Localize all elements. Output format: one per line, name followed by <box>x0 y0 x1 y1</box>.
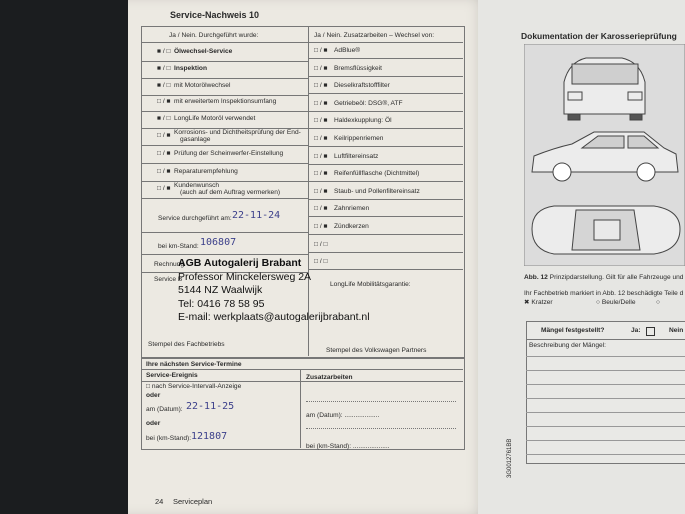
left-row-marks[interactable]: □ / ■ <box>157 185 171 192</box>
oder-2: oder <box>146 420 161 427</box>
left-row-label: Reparaturempfehlung <box>174 168 238 175</box>
stempel-vw: Stempel des Volkswagen Partners <box>326 347 427 354</box>
longlife-label: LongLife Mobilitätsgarantie: <box>330 281 411 288</box>
right-row-marks[interactable]: □ / ■ <box>314 135 328 142</box>
service-berater-label: Service B <box>154 276 183 283</box>
rechnung-label: Rechnung <box>154 261 185 268</box>
car-top-view <box>532 206 680 254</box>
left-row-label: Kundenwunsch <box>174 182 220 189</box>
right-row-marks[interactable]: □ / □ <box>314 240 328 248</box>
left-row-marks[interactable]: ■ / □ <box>157 65 171 72</box>
right-row-label: Zahnriemen <box>334 205 370 213</box>
stamp-line-4: Tel: 0416 78 58 95 <box>178 297 265 310</box>
right-row-label: Dieselkraftstofffilter <box>334 82 390 90</box>
right-row-marks[interactable]: □ / ■ <box>314 187 328 195</box>
defect-line <box>526 356 685 357</box>
next-service-title: Ihre nächsten Service-Termine <box>146 361 242 368</box>
stamp-line-2: Professor Minckelersweg 2A <box>178 270 312 283</box>
stamp-line-1: AGB Autogalerij Brabant <box>178 257 302 269</box>
right-row-label: Luftfiltereinsatz <box>334 152 379 160</box>
next-bei-label: bei (km-Stand): <box>146 435 192 442</box>
service-record-page <box>128 0 490 514</box>
right-row-marks[interactable]: □ / ■ <box>314 82 328 90</box>
right-row-marks[interactable]: □ / ■ <box>314 117 328 125</box>
col-right-header: Ja / Nein. Zusatzarbeiten – Wechsel von: <box>314 32 435 39</box>
page-title: Service-Nachweis 10 <box>170 10 260 20</box>
right-row-label: Keilrippenriemen <box>334 135 384 142</box>
stempel-fachbetrieb: Stempel des Fachbetriebs <box>148 341 225 348</box>
car-diagram <box>524 44 685 266</box>
figure-caption-number: Abb. 12 <box>524 274 548 281</box>
legend-beule: ○ Beule/Delle <box>596 299 636 306</box>
right-page-title: Dokumentation der Karosserieprüfung <box>521 31 677 41</box>
right-row-marks[interactable]: □ / ■ <box>314 170 328 178</box>
left-row-label-cont: (auch auf dem Auftrag vermerken) <box>180 189 281 196</box>
defect-line <box>526 370 685 371</box>
car-rear-view <box>564 58 645 120</box>
right-row-marks[interactable]: □ / ■ <box>314 223 328 230</box>
left-row-marks[interactable]: □ / ■ <box>157 168 171 175</box>
left-row-label: Ölwechsel-Service <box>174 48 233 55</box>
left-row-label: Korrosions- und Dichtheitsprüfung der End- <box>174 129 301 136</box>
zusatz-bei: bei (km-Stand): .................... <box>306 443 390 450</box>
service-date-label: Service durchgeführt am: <box>158 215 232 222</box>
ja-label: Ja: <box>631 327 641 334</box>
next-col-zusatz: Zusatzarbeiten <box>306 374 353 381</box>
left-row-label: mit Motorölwechsel <box>174 82 231 89</box>
next-bei-handwritten: 121807 <box>191 431 228 442</box>
defect-line <box>526 398 685 399</box>
left-row-label: mit erweitertem Inspektionsumfang <box>174 98 277 105</box>
next-interval-option: □ nach Service-Intervall-Anzeige <box>146 383 242 390</box>
col-left-header: Ja / Nein. Durchgeführt wurde: <box>169 32 259 39</box>
defect-line <box>526 384 685 385</box>
right-row-label: AdBlue® <box>334 47 361 54</box>
defect-line <box>526 412 685 413</box>
right-row-marks[interactable]: □ / ■ <box>314 205 328 213</box>
service-date-handwritten: 22-11-24 <box>232 210 281 221</box>
defect-line <box>526 440 685 441</box>
right-row-marks[interactable]: □ / ■ <box>314 152 328 160</box>
km-handwritten: 106807 <box>200 237 237 248</box>
maengel-label: Mängel festgestellt? <box>541 327 605 334</box>
nein-label: Nein <box>669 327 684 334</box>
stamp-line-5: E-mail: werkplaats@autogalerijbrabant.nl <box>178 311 370 323</box>
zusatz-am: am (Datum): ................... <box>306 412 380 419</box>
right-row-marks[interactable]: □ / ■ <box>314 47 328 54</box>
right-row-label: Haldexkupplung: Öl <box>334 117 392 125</box>
left-row-marks[interactable]: ■ / □ <box>157 82 171 89</box>
left-row-marks[interactable]: ■ / □ <box>157 48 171 55</box>
instruction-text: Ihr Fachbetrieb markiert in Abb. 12 beschädigte Teile d <box>524 290 684 297</box>
ja-checkbox[interactable] <box>646 327 655 336</box>
right-row-marks[interactable]: □ / ■ <box>314 64 328 72</box>
right-row-label: Reifenfüllflasche (Dichtmittel) <box>334 170 420 178</box>
footer-label: Serviceplan <box>173 497 213 506</box>
next-am-handwritten: 22-11-25 <box>186 401 235 412</box>
legend-other: ○ <box>656 299 660 306</box>
right-row-label: Zündkerzen <box>334 223 369 230</box>
figure-caption: Prinzipdarstellung. Gilt für alle Fahrzeuge und <box>549 274 684 281</box>
km-label: bei km-Stand: <box>158 243 199 250</box>
left-row-marks[interactable]: □ / ■ <box>157 132 171 139</box>
defect-line <box>526 454 685 455</box>
side-part-number: 3G0012761BB <box>507 438 513 478</box>
stamp-line-3: 5144 NZ Waalwijk <box>178 284 263 296</box>
left-row-marks[interactable]: ■ / □ <box>157 115 171 122</box>
dealer-stamp <box>178 257 370 325</box>
left-row-marks[interactable]: □ / ■ <box>157 150 171 157</box>
legend-kratzer: ✖ Kratzer <box>524 299 553 306</box>
next-col-service: Service-Ereignis <box>146 372 198 379</box>
left-row-label-cont: gasanlage <box>180 136 211 143</box>
body-inspection-page <box>478 0 685 514</box>
left-row-label: Prüfung der Scheinwerfer-Einstellung <box>174 150 284 157</box>
right-row-label: Staub- und Pollenfiltereinsatz <box>334 187 420 195</box>
right-row-label: Getriebeöl: DSG®, ATF <box>334 99 403 107</box>
left-row-marks[interactable]: □ / ■ <box>157 98 171 105</box>
beschreibung-label: Beschreibung der Mängel: <box>529 342 606 349</box>
next-am-label: am (Datum): <box>146 406 183 413</box>
right-row-marks[interactable]: □ / □ <box>314 258 328 266</box>
oder-1: oder <box>146 392 161 399</box>
defect-line <box>526 426 685 427</box>
right-row-marks[interactable]: □ / ■ <box>314 99 328 107</box>
right-row-label: Bremsflüssigkeit <box>334 64 383 72</box>
left-row-label: Inspektion <box>174 65 207 72</box>
footer-page-number: 24 <box>155 497 164 506</box>
left-row-label: LongLife Motoröl verwendet <box>174 115 256 122</box>
